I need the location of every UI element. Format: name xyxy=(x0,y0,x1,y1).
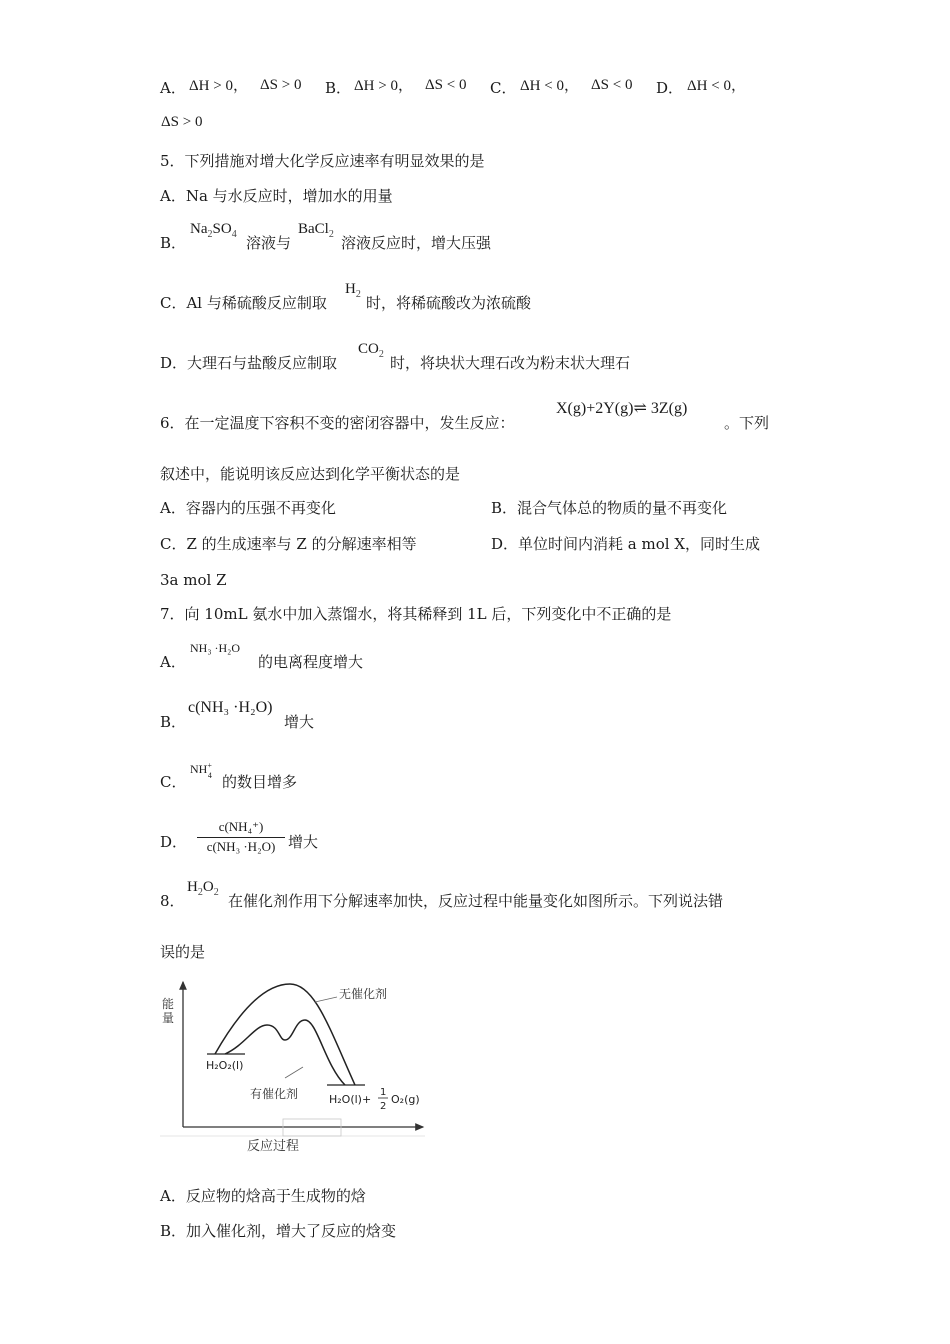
q7-option-b-formula: c(NH₃ ·H₂O) xyxy=(188,699,273,716)
q4-option-a-label: A． xyxy=(160,79,186,97)
q4-option-a-formula-1: ΔH > 0， xyxy=(189,78,248,94)
q7-option-a-text: 的电离程度增大 xyxy=(258,653,364,671)
label-product-a: H₂O(l)+ xyxy=(329,1093,372,1106)
q7-option-d-text: 增大 xyxy=(288,833,319,851)
q6-option-a: A．容器内的压强不再变化 xyxy=(160,499,336,517)
q6-stem-line-2: 叙述中，能说明该反应达到化学平衡状态的是 xyxy=(160,465,461,483)
q5-option-d-label: D．大理石与盐酸反应制取 xyxy=(160,354,338,372)
energy-diagram xyxy=(155,970,435,1160)
q4-option-c-label: C． xyxy=(490,79,517,97)
q5-option-b-text-1: 溶液与 xyxy=(246,234,292,252)
q4-option-c-formula-2: ΔS < 0 xyxy=(591,77,633,93)
label-with-catalyst: 有催化剂 xyxy=(250,1087,299,1101)
q8-formula-h2o2: $H_2O_2$ xyxy=(187,879,219,898)
q4-option-d-formula-1: ΔH < 0， xyxy=(687,78,746,94)
q5-option-c-label: C．Al 与稀硫酸反应制取 xyxy=(160,294,327,312)
q5-option-b-formula-na2so4: $Na_2SO_4$ xyxy=(190,221,237,240)
fraction-denominator: c(NH₃ ·H₂O) xyxy=(206,839,276,854)
label-no-catalyst: 无催化剂 xyxy=(339,987,388,1001)
leader-no-catalyst xyxy=(315,997,337,1002)
q7-option-c-text: 的数目增多 xyxy=(222,773,298,791)
q4-option-a-formula-2: ΔS > 0 xyxy=(260,77,302,93)
q5-option-b-label: B． xyxy=(160,234,187,252)
q8-option-b: B．加入催化剂，增大了反应的焓变 xyxy=(160,1222,397,1240)
q8-stem-line-2: 误的是 xyxy=(160,943,206,961)
q5-option-a: A．Na 与水反应时，增加水的用量 xyxy=(160,187,393,205)
q6-equation: X(g)+2Y(g)⇌ 3Z(g) xyxy=(556,400,688,417)
q7-option-d-label: D． xyxy=(160,833,188,851)
q6-stem: 6．在一定温度下容积不变的密闭容器中，发生反应： xyxy=(160,414,515,432)
fraction-numerator: c(NH₄⁺) xyxy=(197,818,285,838)
label-product-fraction-den: 2 xyxy=(380,1101,387,1112)
label-product-b: O₂(g) xyxy=(391,1093,420,1106)
label-product-fraction-num: 1 xyxy=(380,1087,387,1098)
q5-option-d-formula-co2: $CO_2$ xyxy=(358,341,384,360)
q7-option-b-text: 增大 xyxy=(284,713,315,731)
q6-option-d-line-2: 3a mol Z xyxy=(160,571,227,589)
q5-option-c-text: 时，将稀硫酸改为浓硫酸 xyxy=(366,294,532,312)
q5-option-d-text: 时，将块状大理石改为粉末状大理石 xyxy=(390,354,631,372)
q5-option-b-formula-bacl2: BaCl$_2$ xyxy=(298,221,334,240)
q7-option-d-fraction xyxy=(197,818,285,856)
q7-option-c-label: C． xyxy=(160,773,187,791)
q7-option-a-formula: NH₃ ·H₂O xyxy=(190,641,241,655)
q8-label: 8． xyxy=(160,892,185,910)
q7-option-a-label: A． xyxy=(160,653,186,671)
q7-stem: 7．向 10mL 氨水中加入蒸馏水，将其稀释到 1L 后，下列变化中不正确的是 xyxy=(160,605,672,623)
label-reactant: H₂O₂(l) xyxy=(206,1059,244,1072)
q4-option-b-formula-1: ΔH > 0， xyxy=(354,78,413,94)
q4-option-d-label: D． xyxy=(656,79,684,97)
q4-option-d-formula-2: ΔS > 0 xyxy=(161,114,203,130)
x-axis-label: 反应过程 xyxy=(247,1139,300,1154)
leader-with-catalyst xyxy=(285,1067,303,1078)
q5-option-b-text-2: 溶液反应时，增大压强 xyxy=(341,234,492,252)
q8-stem: 在催化剂作用下分解速率加快，反应过程中能量变化如图所示。下列说法错 xyxy=(228,892,724,910)
curve-with-catalyst xyxy=(225,1020,345,1085)
y-axis-label-char-2: 量 xyxy=(162,1011,175,1025)
q4-option-c-formula-1: ΔH < 0， xyxy=(520,78,579,94)
q6-option-d: D．单位时间内消耗 a mol X，同时生成 xyxy=(491,535,761,553)
y-axis-label-char-1: 能 xyxy=(162,997,175,1011)
q7-option-b-label: B． xyxy=(160,713,187,731)
q5-option-c-formula-h2: $H_2$ xyxy=(345,281,361,300)
q7-option-c-formula: $NH^+_4$ xyxy=(190,761,212,780)
q4-option-b-label: B． xyxy=(325,79,352,97)
q5-stem: 5．下列措施对增大化学反应速率有明显效果的是 xyxy=(160,152,485,170)
q6-option-c: C．Z 的生成速率与 Z 的分解速率相等 xyxy=(160,535,417,553)
q8-option-a: A．反应物的焓高于生成物的焓 xyxy=(160,1187,366,1205)
q4-option-b-formula-2: ΔS < 0 xyxy=(425,77,467,93)
q6-option-b: B．混合气体总的物质的量不再变化 xyxy=(491,499,728,517)
q6-stem-end: 。下列 xyxy=(724,414,770,432)
